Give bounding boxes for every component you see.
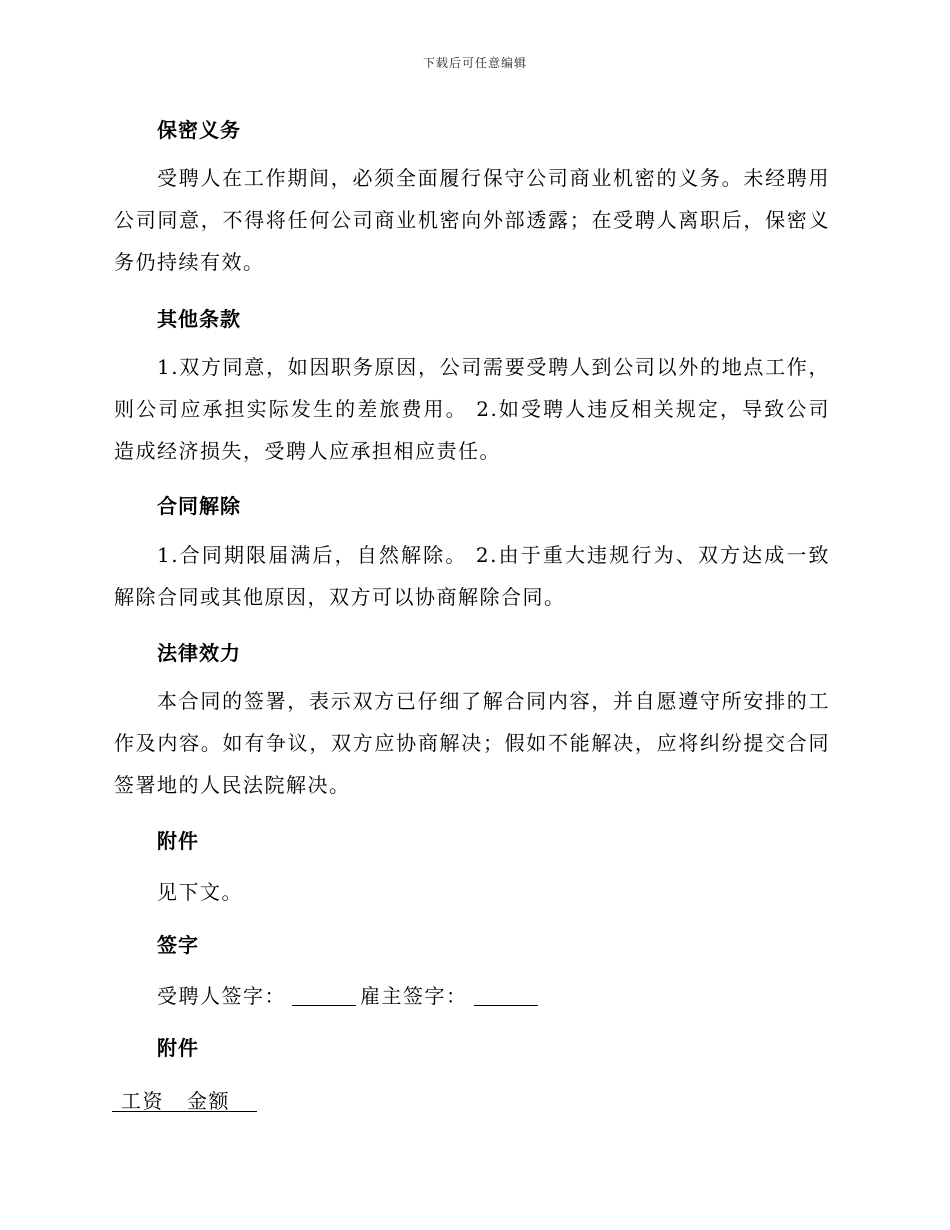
section-body-termination: 1.合同期限届满后，自然解除。 2.由于重大违规行为、双方达成一致解除合同或其他原因，双方可以协商解除合同。 [114,543,830,609]
section-heading-legal-effect: 法律效力 [157,641,241,665]
section-heading-attachment: 附件 [157,829,199,853]
employer-signature-label: 雇主签字： [360,984,468,1008]
section-heading-termination: 合同解除 [157,494,241,518]
section-body-attachment: 见下文。 [157,880,243,904]
section-heading-confidentiality: 保密义务 [157,118,241,142]
section-heading-other-terms: 其他条款 [157,307,241,331]
employee-signature-label: 受聘人签字： [157,984,286,1008]
section-body-legal-effect: 本合同的签署，表示双方已仔细了解合同内容，并自愿遵守所安排的工作及内容。如有争议，双方应协商解决；假如不能解决，应将纠纷提交合同签署地的人民法院解决。 [114,689,830,797]
page-header-note: 下载后可任意编辑 [422,56,527,70]
employer-signature-blank[interactable] [474,985,538,1006]
table-header-amount: 金额 [187,1089,230,1113]
appendix-table-header-row [112,1084,257,1112]
signature-line [157,980,542,1009]
section-body-other-terms: 1.双方同意，如因职务原因，公司需要受聘人到公司以外的地点工作，则公司应承担实际发生的差旅费用。 2.如受聘人违反相关规定，导致公司造成经济损失，受聘人应承担相应责任。 [114,355,830,463]
section-heading-appendix: 附件 [157,1036,199,1060]
table-header-salary: 工资 [121,1089,164,1113]
employee-signature-blank[interactable] [292,985,356,1006]
section-heading-signature: 签字 [157,933,199,957]
section-body-confidentiality: 受聘人在工作期间，必须全面履行保守公司商业机密的义务。未经聘用公司同意，不得将任何公司商业机密向外部透露；在受聘人离职后，保密义务仍持续有效。 [114,166,830,274]
